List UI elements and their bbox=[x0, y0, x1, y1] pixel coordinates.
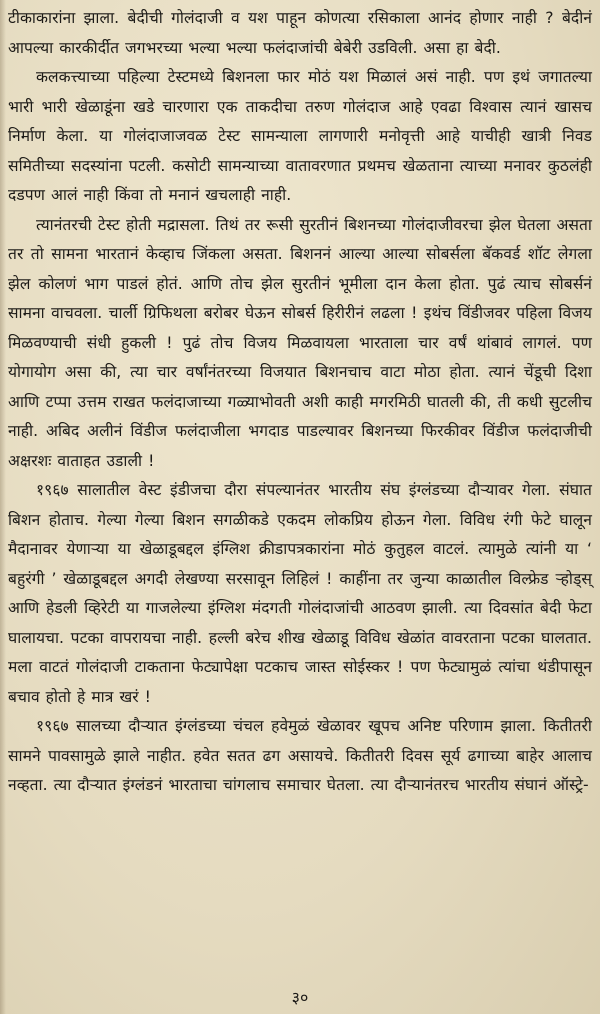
body-text bbox=[8, 4, 592, 801]
paragraph-1: टीकाकारांना झाला. बेदीची गोलंदाजी व यश पाहून कोणत्या रसिकाला आनंद होणार नाही ? बेदीनं आपल्या कारकीर्दीत जगभरच्या भल्या भल्या फलंदाजांची बेबेरी उडविली. असा हा बेदी. bbox=[8, 9, 592, 57]
page-spine-shadow bbox=[0, 0, 6, 1014]
paragraph-4: १९६७ सालातील वेस्ट इंडीजचा दौरा संपल्यानंतर भारतीय संघ इंग्लंडच्या दौऱ्यावर गेला. संघात बिशन होताच. गेल्या गेल्या बिशन सगळीकडे एकदम लोकप्रिय होऊन गेला. विविध रंगी फेटे घालून मैदानावर येणाऱ्या या खेळाडूबद्दल इंग्लिश क्रीडापत्रकारांना मोठं कुतुहल वाटलं. त्यामुळे त्यांनी या ‘ बहुरंगी ’ खेळाडूबद्दल अगदी लेखण्या सरसावून लिहिलं ! काहींना तर जुन्या काळातील विल्फ्रेड ऱ्होड्स् आणि हेडली व्हिरेटी या गाजलेल्या इंग्लिश मंदगती गोलंदाजांची आठवण झाली. त्या दिवसांत बेदी फेटा घालायचा. पटका वापरायचा नाही. हल्ली बरेच शीख खेळाडू विविध खेळांत वावरताना पटका घालतात. मला वाटतं गोलंदाजी टाकताना फेट्यापेक्षा पटकाच जास्त सोईस्कर ! पण फेट्यामुळं त्यांचा थंडीपासून बचाव होतो हे मात्र खरं ! bbox=[8, 481, 592, 706]
paragraph-2: कलकत्त्याच्या पहिल्या टेस्टमध्ये बिशनला फार मोठं यश मिळालं असं नाही. पण इथं जगातल्या भारी भारी खेळाडूंना खडे चारणारा एक ताकदीचा तरुण गोलंदाज आहे एवढा विश्वास त्यानं खासच निर्माण केला. या गोलंदाजाजवळ टेस्ट सामन्याला लागणारी मनोवृत्ती आहे याचीही खात्री निवड समितीच्या सदस्यांना पटली. कसोटी सामन्याच्या वातावरणात प्रथमच खेळताना त्याच्या मनावर कुठलंही दडपण आलं नाही किंवा तो मनानं खचलाही नाही. bbox=[8, 68, 592, 204]
paragraph-3: त्यानंतरची टेस्ट होती मद्रासला. तिथं तर रूसी सुरतीनं बिशनच्या गोलंदाजीवरचा झेल घेतला असता तर तो सामना भारतानं केव्हाच जिंकला असता. बिशननं आल्या आल्या सोबर्सला बॅकवर्ड शॉट लेगला झेल कोलणं भाग पाडलं होतं. आणि तोच झेल सुरतीनं भूमीला दान केला होता. पुढं त्याच सोबर्सनं सामना वाचवला. चार्ली ग्रिफिथला बरोबर घेऊन सोबर्स हिरीरीनं लढला ! इथंच विंडीजवर पहिला विजय मिळवण्याची संधी हुकली ! पुढं तोच विजय मिळवायला भारताला चार वर्षं थांबावं लागलं. पण योगायोग असा की, त्या चार वर्षांनंतरच्या विजयात बिशनचाच वाटा मोठा होता. त्यानं चेंडूची दिशा आणि टप्पा उत्तम राखत फलंदाजाच्या गळ्याभोवती अशी काही मगरमिठी घातली की, ती कधी सुटलीच नाही. अबिद अलीनं विंडीज फलंदाजीला भगदाड पाडल्यावर बिशनच्या फिरकीवर विंडीज फलंदाजीची अक्षरशः वाताहत उडाली ! bbox=[8, 215, 592, 470]
page-number: ३० bbox=[291, 988, 309, 1007]
paragraph-5: १९६७ सालच्या दौऱ्यात इंग्लंडच्या चंचल हवेमुळं खेळावर खूपच अनिष्ट परिणाम झाला. कितीतरी सामने पावसामुळे झाले नाहीत. हवेत सतत ढग असायचे. कितीतरी दिवस सूर्य ढगाच्या बाहेर आलाच नव्हता. त्या दौऱ्यात इंग्लंडनं भारताचा चांगलाच समाचार घेतला. त्या दौऱ्यानंतरच भारतीय संघानं ऑस्ट्रे- bbox=[8, 717, 592, 794]
